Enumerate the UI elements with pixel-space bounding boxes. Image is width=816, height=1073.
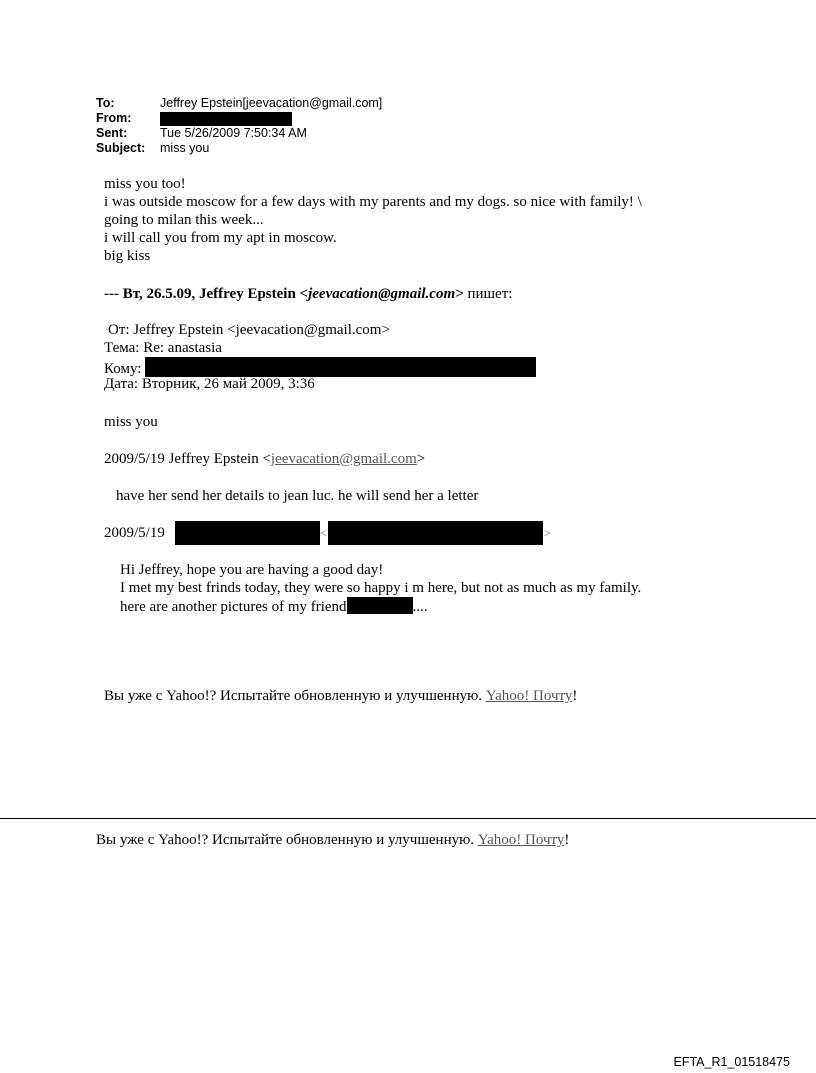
- body-line: i was outside moscow for a few days with my parents and my dogs. so nice with family! \: [104, 194, 642, 210]
- yahoo-text: Вы уже с Yahoo!? Испытайте обновленную и улучшенную.: [104, 688, 486, 704]
- from-label: From:: [96, 111, 132, 125]
- redaction-block: [145, 357, 536, 377]
- email-link[interactable]: jeevacation@gmail.com: [270, 451, 417, 467]
- quoted-date-line: Дата: Вторник, 26 май 2009, 3:36: [104, 376, 315, 392]
- inner-line3-prefix: here are another pictures of my friend: [120, 599, 347, 615]
- reply-message: have her send her details to jean luc. he will send her a letter: [116, 488, 479, 504]
- attribution2-lt: <: [320, 526, 327, 540]
- yahoo-end: !: [572, 688, 578, 704]
- inner-line3-suffix: ....: [412, 599, 428, 615]
- quoted-subject-line: Тема: Re: anastasia: [104, 340, 222, 356]
- second-attribution: [104, 524, 165, 542]
- body-line: miss you too!: [104, 176, 186, 192]
- yahoo-promo-outer: [96, 831, 569, 849]
- quoted-from-line: От: Jeffrey Epstein <jeevacation@gmail.com>: [108, 322, 390, 338]
- quoted-message: miss you: [104, 414, 158, 430]
- inner-message: [120, 561, 641, 616]
- quote-date: Вт, 26.5.09, Jeffrey Epstein: [122, 286, 300, 302]
- yahoo-end: !: [564, 832, 570, 848]
- quote-wrote: пишет:: [463, 286, 513, 302]
- attribution-prefix: 2009/5/19 Jeffrey Epstein <: [104, 451, 271, 467]
- sent-label: Sent:: [96, 126, 128, 140]
- inner-line: [120, 597, 641, 616]
- quote-prefix: ---: [104, 286, 123, 302]
- subject-label: Subject:: [96, 141, 146, 155]
- quoted-to-label: Кому:: [104, 361, 142, 377]
- bates-number: EFTA_R1_01518475: [673, 1055, 790, 1069]
- from-redaction: [160, 111, 292, 126]
- to-label: To:: [96, 96, 115, 110]
- inner-line: Hi Jeffrey, hope you are having a good day!: [120, 562, 384, 578]
- body-line: big kiss: [104, 248, 151, 264]
- redaction-block: [175, 521, 320, 545]
- body-line: going to milan this week...: [104, 212, 264, 228]
- subject-value: miss you: [160, 141, 210, 155]
- message-body: [104, 175, 642, 265]
- divider: [0, 818, 816, 819]
- yahoo-text: Вы уже с Yahoo!? Испытайте обновленную и улучшенную.: [96, 832, 478, 848]
- attribution2-date: 2009/5/19: [104, 525, 165, 541]
- yahoo-mail-link[interactable]: Yahoo! Почту: [477, 832, 565, 848]
- attribution2-gt: >: [544, 526, 551, 540]
- yahoo-mail-link[interactable]: Yahoo! Почту: [485, 688, 573, 704]
- redaction-block: [347, 597, 413, 614]
- sent-value: Tue 5/26/2009 7:50:34 AM: [160, 126, 307, 140]
- quote-email: <jeevacation@gmail.com>: [299, 286, 464, 302]
- redaction-block: [328, 521, 543, 545]
- quote-attribution: [104, 285, 512, 303]
- body-line: i will call you from my apt in moscow.: [104, 230, 337, 246]
- reply-attribution: [104, 450, 425, 468]
- inner-line: I met my best frinds today, they were so happy i m here, but not as much as my family.: [120, 580, 642, 596]
- yahoo-promo-inner: [104, 687, 577, 705]
- to-value: Jeffrey Epstein[jeevacation@gmail.com]: [160, 96, 383, 110]
- attribution-suffix: >: [416, 451, 426, 467]
